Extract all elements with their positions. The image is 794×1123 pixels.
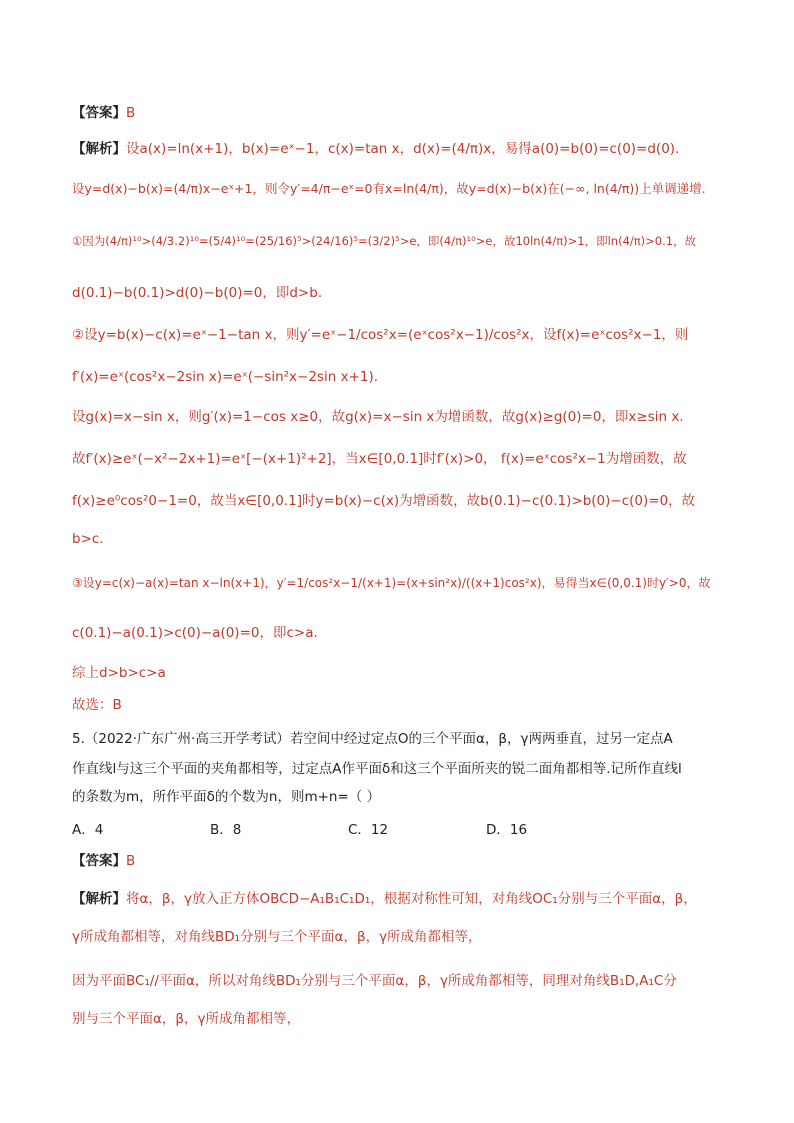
analysis-line: ①因为(4/π)¹⁰>(4/3.2)¹⁰=(5/4)¹⁰=(25/16)⁵>(24/16)⁵=(3/2)⁵>e，即(4/π)¹⁰>e，故10ln(4/π)>1，即ln(4/π)>0.1，故 bbox=[72, 234, 697, 248]
question-line: 5.（2022·广东广州·高三开学考试）若空间中经过定点O的三个平面α，β，γ两两垂直，过另一定点A bbox=[72, 731, 673, 747]
analysis-line: 故选：B bbox=[72, 697, 122, 713]
answer-value: B bbox=[126, 105, 136, 121]
answer-label: 【答案】 bbox=[72, 853, 126, 869]
analysis-line: 故f′(x)≥eˣ(−x²−2x+1)=eˣ[−(x+1)²+2]，当x∈[0,0.1]时f′(x)>0， f(x)=eˣcos²x−1为增函数，故 bbox=[72, 451, 687, 467]
analysis-row-2 bbox=[72, 890, 697, 908]
analysis-line: 设g(x)=x−sin x，则g′(x)=1−cos x≥0，故g(x)=x−sin x为增函数，故g(x)≥g(0)=0，即x≥sin x. bbox=[72, 409, 684, 425]
question-line: 作直线l与这三个平面的夹角都相等，过定点A作平面δ和这三个平面所夹的锐二面角都相等.记所作直线l bbox=[72, 761, 682, 777]
option-b: B．8 bbox=[210, 822, 242, 838]
answer-value: B bbox=[126, 853, 136, 869]
option-c: C．12 bbox=[348, 822, 389, 838]
analysis-line: f(x)≥e⁰cos²0−1=0，故当x∈[0,0.1]时y=b(x)−c(x)为增函数，故b(0.1)−c(0.1)>b(0)−c(0)=0，故 bbox=[72, 493, 696, 509]
analysis-line: c(0.1)−a(0.1)>c(0)−a(0)=0，即c>a. bbox=[72, 625, 318, 641]
analysis-line: 综上d>b>c>a bbox=[72, 665, 166, 681]
analysis-line: γ所成角都相等，对角线BD₁分别与三个平面α，β，γ所成角都相等， bbox=[72, 929, 482, 945]
analysis-row-1 bbox=[72, 140, 679, 158]
question-line: 的条数为m，所作平面δ的个数为n，则m+n=（ ） bbox=[72, 789, 381, 805]
analysis-text: 将α，β，γ放入正方体OBCD−A₁B₁C₁D₁，根据对称性可知，对角线OC₁分别与三个平面α，β， bbox=[126, 891, 697, 907]
analysis-text: 设a(x)=ln(x+1)，b(x)=eˣ−1，c(x)=tan x，d(x)=(4/π)x，易得a(0)=b(0)=c(0)=d(0). bbox=[126, 141, 680, 157]
analysis-label: 【解析】 bbox=[72, 891, 126, 907]
analysis-line: 别与三个平面α，β，γ所成角都相等， bbox=[72, 1011, 301, 1027]
analysis-line: d(0.1)−b(0.1)>d(0)−b(0)=0，即d>b. bbox=[72, 285, 323, 301]
analysis-line: f′(x)=eˣ(cos²x−2sin x)=eˣ(−sin²x−2sin x+1). bbox=[72, 369, 379, 385]
analysis-line: ③设y=c(x)−a(x)=tan x−ln(x+1)，y′=1/cos²x−1/(x+1)=(x+sin²x)/((x+1)cos²x)，易得当x∈(0,0.1)时y′>0，故 bbox=[72, 576, 711, 590]
answer-label: 【答案】 bbox=[72, 105, 126, 121]
analysis-line: ②设y=b(x)−c(x)=eˣ−1−tan x，则y′=eˣ−1/cos²x=(eˣcos²x−1)/cos²x，设f(x)=eˣcos²x−1，则 bbox=[72, 327, 689, 343]
answer-row-2 bbox=[72, 852, 135, 870]
analysis-line: b>c. bbox=[72, 531, 104, 547]
option-a: A．4 bbox=[72, 822, 104, 838]
analysis-line: 因为平面BC₁//平面α，所以对角线BD₁分别与三个平面α，β，γ所成角都相等，同理对角线B₁D,A₁C分 bbox=[72, 973, 677, 989]
analysis-line: 设y=d(x)−b(x)=(4/π)x−eˣ+1，则令y′=4/π−eˣ=0有x=ln(4/π)，故y=d(x)−b(x)在(−∞, ln(4/π))上单调递增. bbox=[72, 181, 706, 196]
option-d: D．16 bbox=[486, 822, 528, 838]
analysis-label: 【解析】 bbox=[72, 141, 126, 157]
answer-row-1 bbox=[72, 104, 135, 122]
